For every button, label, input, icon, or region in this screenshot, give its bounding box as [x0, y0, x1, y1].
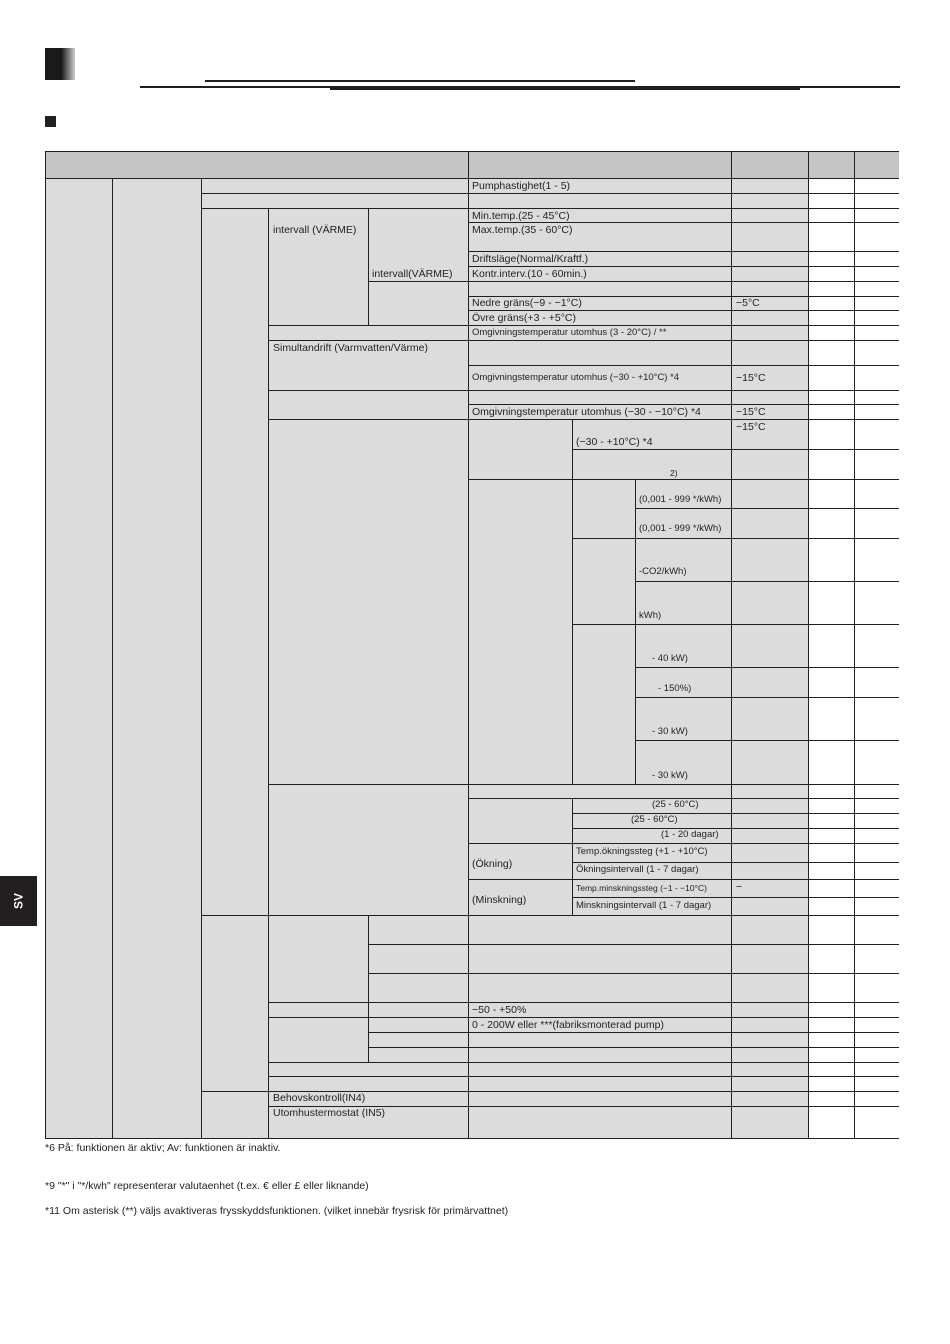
min-temp-label: Min.temp.(25 - 45°C)	[472, 210, 570, 222]
ambient-outdoor-2-label: Omgivningstemperatur utomhus (−30 - +10°C) *4	[472, 372, 680, 383]
upper-limit-label: Övre gräns(+3 - +5°C)	[472, 312, 576, 324]
ambient-outdoor-3-label: Omgivningstemperatur utomhus (−30 - −10°C) *4	[472, 406, 701, 418]
kwh-label: kWh)	[639, 610, 662, 621]
temp-increase-step-label: Temp.ökningssteg (+1 - +10°C)	[576, 846, 708, 857]
footnote-9: *9 "*" i "*/kwh" representerar valutaenhet (t.ex. € eller £ eller liknande)	[45, 1180, 369, 1192]
price-1-label: (0,001 - 999 */kWh)	[639, 494, 722, 505]
temp-25-60-b-label: (25 - 60°C)	[631, 814, 678, 825]
outdoor-thermostat-label: Utomhustermostat (IN5)	[273, 1107, 386, 1119]
decrease-label: (Minskning)	[472, 894, 527, 906]
percent-range-label: −50 - +50%	[472, 1004, 527, 1016]
temp-25-60-a-label: (25 - 60°C)	[652, 799, 699, 810]
side-tab-label: SV	[11, 893, 26, 910]
increase-label: (Ökning)	[472, 858, 513, 870]
lower-limit-label: Nedre gräns(−9 - −1°C)	[472, 297, 582, 309]
price-2-label: (0,001 - 999 */kWh)	[639, 523, 722, 534]
interval-heat-2-label: intervall(VÄRME)	[372, 268, 453, 280]
days-1-20-label: (1 - 20 dagar)	[661, 829, 719, 840]
temp-decrease-step-label: Temp.minskningssteg (−1 - −10°C)	[576, 883, 707, 893]
pct-150-label: - 150%)	[658, 683, 692, 694]
outdoor-range-label: (−30 - +10°C) *4	[576, 436, 653, 448]
kw-40-label: - 40 kW)	[652, 653, 688, 664]
pump-power-label: 0 - 200W eller ***(fabriksmonterad pump)	[472, 1019, 664, 1031]
co2-label: -CO2/kWh)	[639, 566, 687, 577]
pump-speed-label: Pumphastighet(1 - 5)	[472, 180, 571, 192]
footnote-6: *6 På: funktionen är aktiv; Av: funktionen är inaktiv.	[45, 1142, 281, 1154]
kw-30-b-label: - 30 kW)	[652, 770, 688, 781]
simultaneous-label: Simultandrift (Varmvatten/Värme)	[273, 342, 429, 354]
ambient-outdoor-1-label: Omgivningstemperatur utomhus (3 - 20°C) / **	[472, 327, 667, 338]
ambient-outdoor-2-value: −15°C	[736, 372, 766, 384]
demand-control-label: Behovskontroll(IN4)	[273, 1092, 366, 1104]
drive-mode-label: Driftsläge(Normal/Kraftf.)	[472, 253, 589, 265]
outdoor-range-value: −15°C	[736, 421, 766, 433]
interval-heat-label: intervall (VÄRME)	[273, 224, 357, 236]
decrease-interval-label: Minskningsintervall (1 - 7 dagar)	[576, 900, 712, 911]
control-interval-label: Kontr.interv.(10 - 60min.)	[472, 268, 587, 280]
table-header	[45, 151, 899, 178]
ambient-outdoor-3-value: −15°C	[736, 406, 766, 418]
temp-decrease-value: −	[736, 881, 743, 893]
footnote-11: *11 Om asterisk (**) väljs avaktiveras frysskyddsfunktionen. (vilket innebär frysrisk för primärvattnet)	[45, 1205, 509, 1217]
footnote-ref-2: 2)	[670, 468, 678, 478]
kw-30-a-label: - 30 kW)	[652, 726, 688, 737]
lower-limit-value: −5°C	[736, 297, 760, 309]
increase-interval-label: Ökningsintervall (1 - 7 dagar)	[576, 864, 699, 875]
max-temp-label: Max.temp.(35 - 60°C)	[472, 224, 573, 236]
